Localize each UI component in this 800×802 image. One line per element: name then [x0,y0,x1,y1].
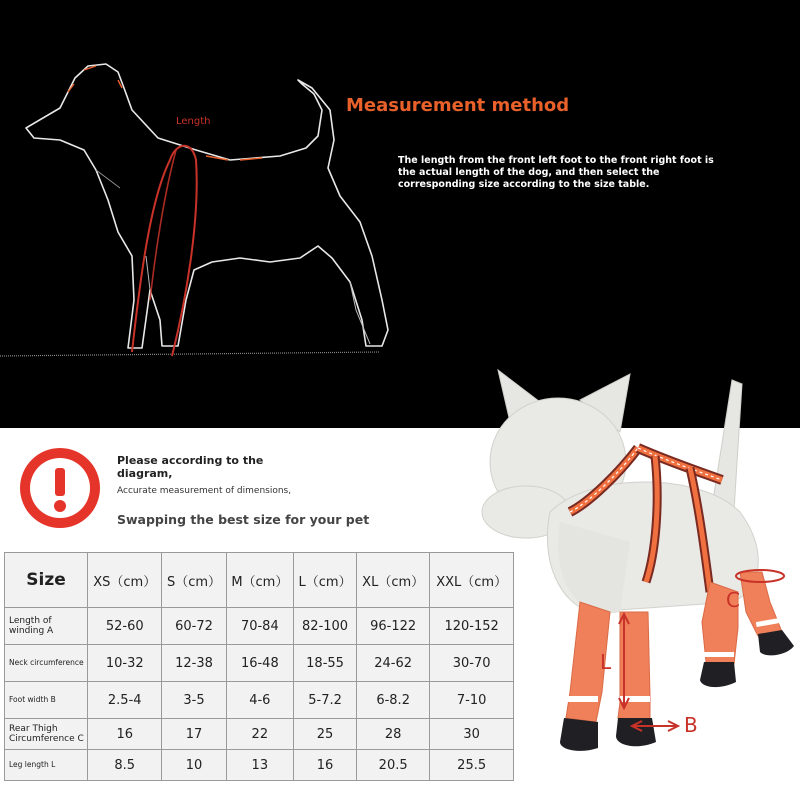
table-cell: 16 [294,750,357,781]
header-xl: XL（cm） [357,553,430,608]
table-cell: 13 [226,750,294,781]
table-cell: 18-55 [294,645,357,682]
table-cell: 70-84 [226,608,294,645]
table-cell: 4-6 [226,682,294,719]
mannequin-dog-illustration [470,362,800,798]
size-table-header [5,553,514,608]
row-label-winding: Length of winding A [5,608,88,645]
table-cell: 25.5 [430,750,514,781]
row-label-foot-width: Foot width B [5,682,88,719]
notice-line-2: Accurate measurement of dimensions, [117,486,292,496]
dog-outline [26,64,388,348]
table-row [5,750,514,781]
mannequin-dog-diagram [470,362,800,798]
table-cell: 120-152 [430,608,514,645]
label-l: L [600,650,612,674]
table-cell: 25 [294,719,357,750]
table-row [5,719,514,750]
table-cell: 30-70 [430,645,514,682]
label-b: B [684,713,698,737]
table-cell: 22 [226,719,294,750]
table-cell: 20.5 [357,750,430,781]
table-cell: 17 [162,719,226,750]
warning-icon [18,446,102,530]
notice-line-3: Swapping the best size for your pet [117,512,370,527]
table-row [5,682,514,719]
table-cell: 28 [357,719,430,750]
table-cell: 12-38 [162,645,226,682]
table-cell: 2.5-4 [88,682,162,719]
table-cell: 5-7.2 [294,682,357,719]
table-cell: 82-100 [294,608,357,645]
header-s: S（cm） [162,553,226,608]
header-m: M（cm） [226,553,294,608]
table-cell: 16 [88,719,162,750]
header-size: Size [5,553,88,608]
row-label-leg-length: Leg length L [5,750,88,781]
table-cell: 8.5 [88,750,162,781]
measurement-description: The length from the front left foot to the front right foot is the actual length of the dog, and then select the corresponding size according to the size table. [398,155,714,190]
size-table [4,552,514,781]
table-cell: 6-8.2 [357,682,430,719]
table-cell: 24-62 [357,645,430,682]
table-cell: 3-5 [162,682,226,719]
header-l: L（cm） [294,553,357,608]
length-label: Length [176,116,211,127]
table-row [5,608,514,645]
measurement-title: Measurement method [346,95,570,116]
label-c: C [726,588,740,612]
table-cell: 10-32 [88,645,162,682]
header-xxl: XXL（cm） [430,553,514,608]
table-cell: 30 [430,719,514,750]
table-cell: 60-72 [162,608,226,645]
table-cell: 16-48 [226,645,294,682]
length-measure-line [132,146,197,356]
row-label-neck: Neck circumference [5,645,88,682]
table-cell: 10 [162,750,226,781]
table-cell: 7-10 [430,682,514,719]
header-xs: XS（cm） [88,553,162,608]
notice-line-1: Please according to the diagram, [117,454,264,480]
table-cell: 52-60 [88,608,162,645]
table-row [5,645,514,682]
table-cell: 96-122 [357,608,430,645]
row-label-rear-thigh: Rear Thigh Circumference C [5,719,88,750]
